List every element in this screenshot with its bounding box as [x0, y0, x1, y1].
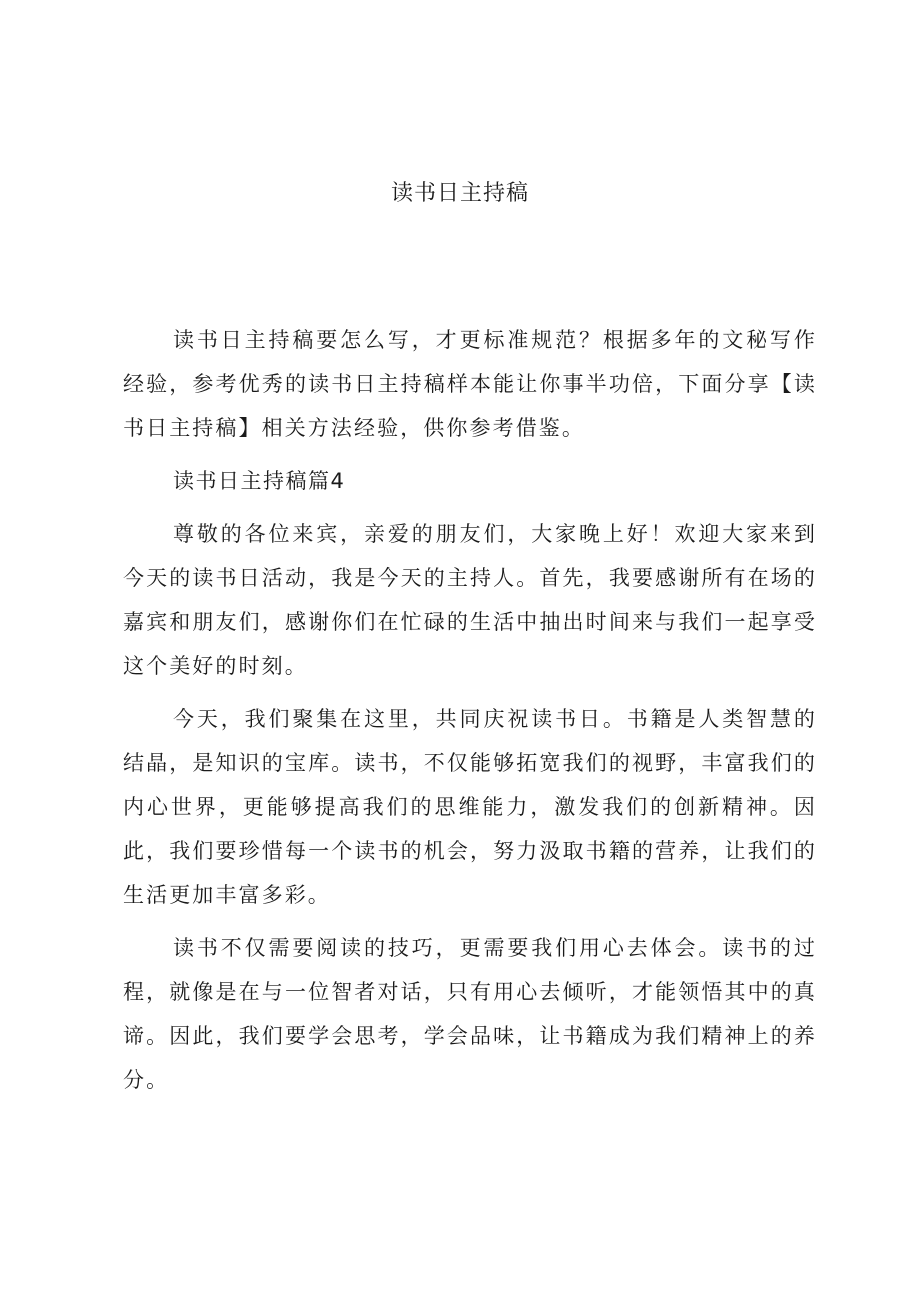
body-paragraph: 尊敬的各位来宾，亲爱的朋友们，大家晚上好！欢迎大家来到今天的读书日活动，我是今天的主持人。首先，我要感谢所有在场的嘉宾和朋友们，感谢你们在忙碌的生活中抽出时间来与我们一起享受这个美好的时刻。 [123, 522, 817, 678]
document-title: 读书日主持稿 [390, 181, 529, 206]
document-body [123, 318, 817, 1111]
body-paragraph: 今天，我们聚集在这里，共同庆祝读书日。书籍是人类智慧的结晶，是知识的宝库。读书，不仅能够拓宽我们的视野，丰富我们的内心世界，更能够提高我们的思维能力，激发我们的创新精神。因此，我们要珍惜每一个读书的机会，努力汲取书籍的营养，让我们的生活更加丰富多彩。 [123, 707, 817, 907]
section-heading: 读书日主持稿篇4 [173, 469, 346, 493]
intro-paragraph: 读书日主持稿要怎么写，才更标准规范？根据多年的文秘写作经验，参考优秀的读书日主持稿样本能让你事半功倍，下面分享【读书日主持稿】相关方法经验，供你参考借鉴。 [123, 328, 817, 440]
body-paragraph: 读书不仅需要阅读的技巧，更需要我们用心去体会。读书的过程，就像是在与一位智者对话，只有用心去倾听，才能领悟其中的真谛。因此，我们要学会思考，学会品味，让书籍成为我们精神上的养分。 [123, 936, 817, 1092]
